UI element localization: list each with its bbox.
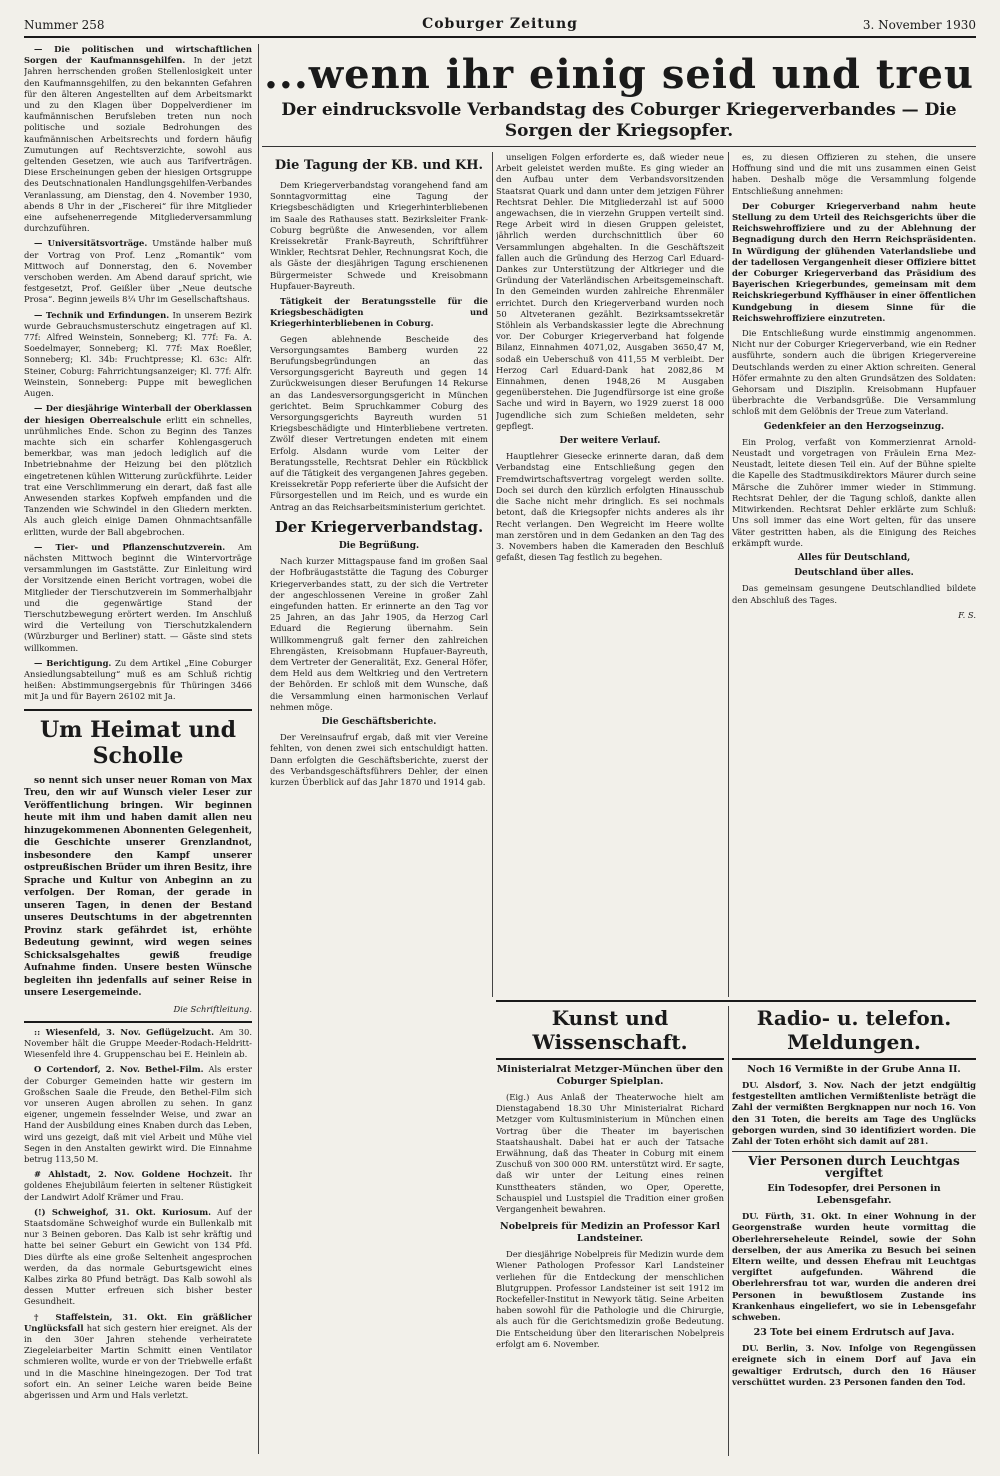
- article-text: Gegen ablehnende Bescheide des Versorgungsamtes Bamberg wurden 22 Berufungsbegründungen an das Versorgungsgericht Bayreuth und gegen 14 Zurückweisungen dieser Berufungen 14 Rekurse an das Landesversorgungsgericht in München gerichtet. Beim Spruchkammer Coburg des Versorgungsgerichts Bayreuth wurden 51 Kriegsbeschädigte und Hinterbliebene vertreten. Zwölf dieser Vertretungen endeten mit einem Erfolg. Alsdann wurde vom Leiter der Beratungsstelle, Rechtsrat Dehler ein Rückblick auf die Tätigkeit des vergangenen Jahres gegeben. Kreissekretär Popp referierte über die Aufsicht der Fürsorgestellen und im Reich, und es wurde ein Antrag an das Reichsarbeitsministerium gerichtet.: [270, 333, 488, 512]
- article-text: unseligen Folgen erforderte es, daß wieder neue Arbeit geleistet werden mußte. Es ging wieder an den Aufbau unter dem Verbandsvorsitzenden Staatsrat Quark und dann unter dem jetzigen Führer Rechtsrat Dehler. Die Mitgliederzahl ist auf 5000 angewachsen, die in vierzehn Gruppen verteilt sind. Rege Arbeit wird in diesen Gruppen geleistet, jährlich werden durchschnittlich über 60 Versammlungen abgehalten. In die Geschäftszeit fallen auch die Gründung des Herzog Carl Eduard-Dankes zur Unterstützung der Altkrieger und die Gründung der Vaterländischen Arbeitsgemeinschaft. In den Gemeinden wurden zahlreiche Ehrenmäler errichtet. Durch den Kriegerverband wurden noch 50 Altveteranen gezählt. Bezirksamtssekretär Stöhlein als Verbandskassier legte die Abrechnung vor. Der Coburger Kriegerverband hat folgende Bilanz, Einnahmen 4071,02, Ausgaben 3650,47 M, sodaß ein Ueberschuß von 411,55 M verbleibt. Der Herzog Carl Eduard-Dank hat 2082,86 M Einnahmen, denen 1948,26 M Ausgaben gegenüberstehen. Die Jugendfürsorge ist eine große Sache und wird in Bayern, wo 1929 zuerst 18 000 Jugendliche sich zum Schießen meldeten, sehr gepflegt.: [496, 152, 724, 431]
- news-item: — Universitätsvorträge. Umstände halber muß der Vortrag von Prof. Lenz „Romantik“ vom Mittwoch auf Donnerstag, den 6. November verschoben werden. Am Abend darauf spricht, wie festgesetzt, Prof. Geißler über „Neue deutsche Prosa“. Beginn jeweils 8¼ Uhr im Gesellschaftshaus.: [24, 238, 252, 305]
- news-item: (!) Schweighof, 31. Okt. Kuriosum. Auf der Staatsdomäne Schweighof wurde ein Bullenkalb mit nur 3 Beinen geboren. Das Kalb ist sehr kräftig und hatte bei seiner Geburt ein Gewicht von 134 Pfd. Dies dürfte als eine große Seltenheit angesprochen werden, da das normale Geburtsgewicht eines Kalbes zirka 80 Pfund beträgt. Das Kalb sowohl als dessen Mutter erfreuen sich bisher bester Gesundheit.: [24, 1206, 252, 1307]
- news-item: — Die politischen und wirtschaftlichen Sorgen der Kaufmannsgehilfen. In der jetzt Jahren herrschenden großen Stellenlosigkeit unter den Kaufmannsgehilfen, zu den bekannten Gefahren für den älteren Angestellten auf dem Arbeitsmarkt und zu den Klagen über Doppelverdiener im kaufmännischen Berufsleben treten nun noch politische und soziale Bedrohungen des kaufmännischen Arbeitsrechts und fordern häufig Zumutungen auf Rechtsverzichte, sowohl aus geltenden Gesetzen, wie auch aus Tarifverträgen. Diese Erscheinungen geben der hiesigen Ortsgruppe des Deutschnationalen Handlungsgehilfen-Verbandes Veranlassung, am Dienstag, den 4. November 1930, abends 8 Uhr in der „Fischerei“ für ihre Mitglieder eine aufsehenerregende Mitgliederversammlung durchzuführen.: [24, 44, 252, 234]
- article-text: DU. Alsdorf, 3. Nov. Nach der jetzt endgültig festgestellten amtlichen Vermißtenliste beträgt die Zahl der vermißten Bergknappen nur noch 16. Von den 31 Toten, die bereits am Tage des Unglücks geborgen wurden, sind 30 identifiziert worden. Die Zahl der Toten erhöht sich damit auf 281.: [732, 1080, 976, 1147]
- article-text: DU. Fürth, 31. Okt. In einer Wohnung in der Georgenstraße wurden heute vormittag die Oberlehrerseheleute Reindel, sowie der Sohn derselben, der aus Amerika zu Besuch bei seinen Eltern weilte, und dessen Ehefrau mit Leuchtgas vergiftet aufgefunden. Während die Oberlehrersfrau tot war, wurden die anderen drei Personen in bewußtlosem Zustande ins Krankenhaus eingeliefert, wo sie in Lebensgefahr schweben.: [732, 1211, 976, 1323]
- article-text: DU. Berlin, 3. Nov. Infolge von Regengüssen ereignete sich in einem Dorf auf Java ein gewaltiger Erdrutsch, durch den 16 Häuser verschüttet wurden. 23 Personen fanden den Tod.: [732, 1343, 976, 1387]
- column-divider: [728, 152, 729, 997]
- news-item: :: Wiesenfeld, 3. Nov. Geflügelzucht. Am 30. November hält die Gruppe Meeder-Rodach-Heldritt-Wiesenfeld ihre 4. Gruppenschau bei E. Heinlein ab.: [24, 1026, 252, 1060]
- article-text: Nach kurzer Mittagspause fand im großen Saal der Hofbräugaststätte die Tagung des Coburger Kriegerverbandes statt, zu der sich die Vertreter der angeschlossenen Vereine in großer Zahl eingefunden hatten. Er erinnerte an den Tag vor 25 Jahren, an das Jahr 1905, da Herzog Carl Eduard die Regierung übernahm. Sein Willkommengruß galt ferner den zahlreichen Ehrengästen, Kreisobmann Hupfauer-Bayreuth, dem Vertreter der Generalität, Exz. General Höfer, dem Held aus dem Weltkrieg und den Vertretern der Behörden. Er schloß mit dem Wunsche, daß die Versammlung einen harmonischen Verlauf nehmen möge.: [270, 556, 488, 712]
- radio-news-section: [732, 1006, 976, 1456]
- section-title: Der Kriegerverbandstag.: [274, 517, 484, 536]
- block-subtitle: Nobelpreis für Medizin an Professor Karl Landsteiner.: [500, 1221, 720, 1245]
- subsection-title: Gedenkfeier an den Herzogseinzug.: [763, 421, 945, 432]
- column-resolution: [732, 152, 976, 997]
- article-text: Der diesjährige Nobelpreis für Medizin wurde dem Wiener Pathologen Professor Karl Landsteiner verliehen für die Entdeckung der menschlichen Blutgruppen. Professor Landsteiner ist seit 1912 im Rockefeller-Institut in Newyork tätig. Seine Arbeiten haben sowohl für die Pathologie und die Chirurgie, als auch für die Gerichtsmedizin große Bedeutung. Die Entscheidung über den literarischen Nobelpreis erfolgt am 6. November.: [496, 1249, 724, 1349]
- block-subtitle: 23 Tote bei einem Erdrutsch auf Java.: [753, 1327, 955, 1339]
- masthead: [24, 14, 976, 38]
- column-tagung: [270, 152, 488, 1452]
- section-rule: [496, 1000, 976, 1002]
- block-title: Radio- u. telefon. Meldungen.: [732, 1006, 976, 1060]
- issue-date: 3. November 1930: [862, 18, 976, 32]
- headline-rule: [262, 146, 976, 147]
- column-divider: [258, 44, 259, 1454]
- news-item: — Berichtigung. Zu dem Artikel „Eine Coburger Ansiedlungsabteilung“ muß es am Schluß richtig heißen: Abstimmungsergebnis für Thüringen 3466 mit Ja und für Bayern 26102 mit Ja.: [24, 657, 252, 702]
- subsection-title: Der weitere Verlauf.: [559, 436, 661, 447]
- paper-title: Coburger Zeitung: [422, 16, 578, 32]
- article-text: Die Entschließung wurde einstimmig angenommen. Nicht nur der Coburger Kriegerverband, wie ein Redner ausführte, sondern auch die übrigen Kriegervereine Deutschlands werden zu einer Aktion schreiten. General Höfer ermahnte zu den alten Grundsätzen des Soldaten: Gehorsam und Disziplin. Kreisobmann Hupfauer überbrachte die Verbandsgrüße. Die Versammlung schloß mit dem Gelöbnis der Treue zum Vaterland.: [732, 328, 976, 417]
- column-verband: [496, 152, 724, 997]
- closing-line: Deutschland über alles.: [794, 568, 914, 579]
- serial-signature: Die Schriftleitung.: [173, 1003, 252, 1014]
- article-text: Der Vereinsaufruf ergab, daß mit vier Vereine fehlten, von denen zwei sich entschuldigt hatten. Dann erfolgten die Geschäftsberichte, zuerst der des Verbandsgeschäftsführers Dehler, der einen kurzen Überblick auf das Jahr 1870 und 1914 gab.: [270, 732, 488, 787]
- closing-line: Alles für Deutschland,: [797, 552, 911, 563]
- column-divider: [492, 152, 493, 997]
- article-text: Das gemeinsam gesungene Deutschlandlied bildete den Abschluß des Tages.: [732, 583, 976, 605]
- news-item: O Cortendorf, 2. Nov. Bethel-Film. Als erster der Coburger Gemeinden hatte wir gestern im Großschen Saale die Freude, den Bethel-Film sich vor unseren Augen abrollen zu sehen. In ganz eigener, ungemein fesselnder Weise, und zwar an Hand der Ausbildung eines Knaben durch das Leben, wird uns gezeigt, daß mit viel Arbeit und Mühe viel Segen in den Anstalten gewirkt wird. Die Einnahme betrug 113,50 M.: [24, 1064, 252, 1165]
- column-divider: [728, 1006, 729, 1456]
- issue-number: Nummer 258: [24, 18, 105, 32]
- resolution-text: Der Coburger Kriegerverband nahm heute Stellung zu dem Urteil des Reichsgerichts über die Reichswehroffiziere und zu der Ablehnung der Begnadigung durch den Herrn Reichspräsidenten. In Würdigung der glühenden Vaterlandsliebe und der tadellosen Vergangenheit dieser Offiziere bittet der Coburger Kriegerverband das Präsidium des Bayerischen Kriegerbundes, gemeinsam mit dem Reichskriegerbund Kyffhäuser in einer öffentlichen Kundgebung in diesem Sinne für die Reichswehroffiziere einzutreten.: [732, 200, 976, 323]
- article-text: (Eig.) Aus Anlaß der Theaterwoche hielt am Dienstagabend 18.30 Uhr Ministerialrat Richard Metzger vom Kultusministerium in München einen Vortrag über die Theater im bayerischen Staatshaushalt. Dabei hat er auch der Tatsache Erwähnung, daß das Theater in Coburg mit einem Zuschuß von 300 000 RM. unterstützt wird. Er sagte, daß wir unter der Leitung eines reinen Kunsttheaters ständen, wo Oper, Operette, Schauspiel und Lustspiel die Tradition einer großen Vergangenheit bewahren.: [496, 1092, 724, 1215]
- article-signature: F. S.: [958, 609, 976, 620]
- section-title: Die Tagung der KB. und KH.: [274, 158, 484, 173]
- news-item: — Der diesjährige Winterball der Oberklassen der hiesigen Oberrealschule erlitt ein schnelles, unrühmliches Ende. Schon zu Beginn des Tanzes machte sich ein scharfer Kohlengasgeruch bemerkbar, was man jedoch lediglich auf die Inbetriebnahme der Heizung bei den plötzlich eingetretenen kühlen Witterung zurückführte. Leider trat eine Verschlimmerung ein derart, daß fast alle Anwesenden starkes Kopfweh empfanden und die Tanzenden wie Schwindel in den Gliedern merkten. Als auch gleich einige Damen Ohnmachtsanfälle erlitten, wurde der Ball abgebrochen.: [24, 403, 252, 537]
- subsection-title: Die Begrüßung.: [338, 540, 420, 551]
- block-subtitle: Noch 16 Vermißte in der Grube Anna II.: [747, 1064, 961, 1075]
- article-text: Ein Prolog, verfaßt von Kommerzienrat Arnold-Neustadt und vorgetragen von Fräulein Erna Mez-Neustadt, leitete diesen Teil ein. Auf der Bühne spielte die Kapelle des Stadtmusikdirektors Mäurer durch seine Märsche die Zuhörer immer wieder in Stimmung. Rechtsrat Dehler, der die Tagung schloß, dankte allen Mitwirkenden. Rechtsrat Dehler erklärte zum Schluß: Uns soll immer das eine Wort gelten, für das unsere Väter gestritten haben, als die Einigung des Reiches erkämpft wurde.: [732, 436, 976, 548]
- news-item: — Tier- und Pflanzenschutzverein. Am nächsten Mittwoch beginnt die Wintervorträge versammlungen im Gaststätte. Zur Einleitung wird der Vorsitzende einen Bericht vortragen, wobei die Mitglieder der Tierschutzverein im Sommerhalbjahr und die gegenwärtige Stand der Tierschutzbewegung erörtert werden. Im Anschluß wird die Verteilung von Tierschutzkalendern (Würzburger und Berliner) statt. — Gäste sind stets willkommen.: [24, 541, 252, 653]
- main-headline: ...wenn ihr einig seid und treu: [263, 51, 975, 98]
- block-subtitle: Ein Todesopfer, drei Personen in Lebensgefahr.: [767, 1183, 941, 1207]
- serial-title: Um Heimat und Scholle: [24, 709, 252, 769]
- regional-news-list: [24, 1021, 252, 1402]
- article-text: es, zu diesen Offizieren zu stehen, die unsere Hoffnung sind und die mit uns zusammen einen Geist haben. Deshalb möge die Versammlung folgende Entschließung annehmen:: [732, 152, 976, 196]
- column-local-news: [24, 44, 252, 1454]
- box-heading: Tätigkeit der Beratungsstelle für die Kriegsbeschädigten und Kriegerhinterbliebenen in Coburg.: [270, 296, 488, 329]
- news-item: # Ahlstadt, 2. Nov. Goldene Hochzeit. Ihr goldenes Ehejubiläum feierten in seltener Rüstigkeit der Landwirt Adolf Krämer und Frau.: [24, 1169, 252, 1202]
- news-item: † Staffelstein, 31. Okt. Ein gräßlicher Unglücksfall hat sich gestern hier ereignet. Als der in den 30er Jahren stehende verheiratete Ziegeleiarbeiter Martin Schmitt einen Ventilator schmieren wollte, wurde er von der Triebwelle erfaßt und in die Maschine hineingezogen. Der Tod trat sofort ein. An seiner Leiche waren beide Beine abgerissen und Arm und Hals verletzt.: [24, 1311, 252, 1401]
- block-subtitle: Vier Personen durch Leuchtgas vergiftet: [732, 1151, 976, 1179]
- block-subtitle: Ministerialrat Metzger-München über den Coburger Spielplan.: [496, 1064, 724, 1087]
- arts-science-section: [496, 1006, 724, 1456]
- news-item: — Technik und Erfindungen. In unserem Bezirk wurde Gebrauchsmusterschutz eingetragen auf Kl. 77f: Alfred Weinstein, Sonneberg; Kl. 77f: Fa. A. Soedelmayer, Sonneberg; Kl. 77f: Max Roeßler, Sonneberg; Kl. 34b: Fruchtpresse; Kl. 63c: Alfr. Steiner, Coburg: Fahrrichtungsanzeiger; Kl. 77f: Alfr. Weinstein, Sonneberg: Puppe mit beweglichen Augen.: [24, 309, 252, 399]
- local-news-list: [24, 44, 252, 703]
- block-title: Kunst und Wissenschaft.: [496, 1006, 724, 1060]
- article-text: Dem Kriegerverbandstag vorangehend fand am Sonntagvormittag eine Tagung der Kriegsbeschädigten und Kriegerhinterbliebenen im Saale des Rathauses statt. Bezirksleiter Frank-Coburg begrüßte die Anwesenden, vor allem Kreissekretär Frank-Bayreuth, Schriftführer Winkler, Rechtsrat Dehler, Rechnungsrat Koch, die als Gäste der diesjährigen Tagung erschienenen Bürgermeister Schwede und Kreisobmann Hupfauer-Bayreuth.: [270, 180, 488, 291]
- subsection-title: Die Geschäftsberichte.: [321, 716, 437, 727]
- article-text: Hauptlehrer Giesecke erinnerte daran, daß dem Verbandstag eine Entschließung gegen den Fremdwirtschaftsvertrag vorgelegt werden sollte. Doch sei durch den kürzlich erfolgten Hinausschub die Sache nicht mehr dringlich. Es sei nochmals betont, daß die Kriegsopfer nichts anderes als ihr Recht verlangen. Den Wegreicht im Heere wollte man zerstören und in dem Gedanken an den Tag des 3. Novembers haben die Kameraden den Beschluß gefaßt, diesen Tag festlich zu begehen.: [496, 451, 724, 563]
- serial-text: so nennt sich unser neuer Roman von Max Treu, den wir auf Wunsch vieler Leser zur Veröffentlichung bringen. Wir beginnen heute mit ihm und haben damit allen neu hinzugekommenen Abonnenten Gelegenheit, die Geschichte unserer Grenzlandnot, insbesondere den Kampf unserer ostpreußischen Brüder um ihren Besitz, ihre Sprache und Kultur von Anbeginn an zu verfolgen. Der Roman, der gerade in unseren Tagen, in denen der Bestand unseres Deutschtums in der abgetrennten Provinz stark gefährdet ist, erhöhte Bedeutung gewinnt, wird wegen seines Schicksalsgehaltes gewiß freudige Aufnahme finden. Unsere besten Wünsche begleiten ihn jedenfalls auf seiner Reise in unsere Lesergemeinde.: [24, 775, 252, 999]
- serial-announcement: [24, 709, 252, 1015]
- sub-headline: Der eindrucksvolle Verbandstag des Coburger Kriegerverbandes — Die Sorgen der Kriegsopfer.: [281, 100, 957, 141]
